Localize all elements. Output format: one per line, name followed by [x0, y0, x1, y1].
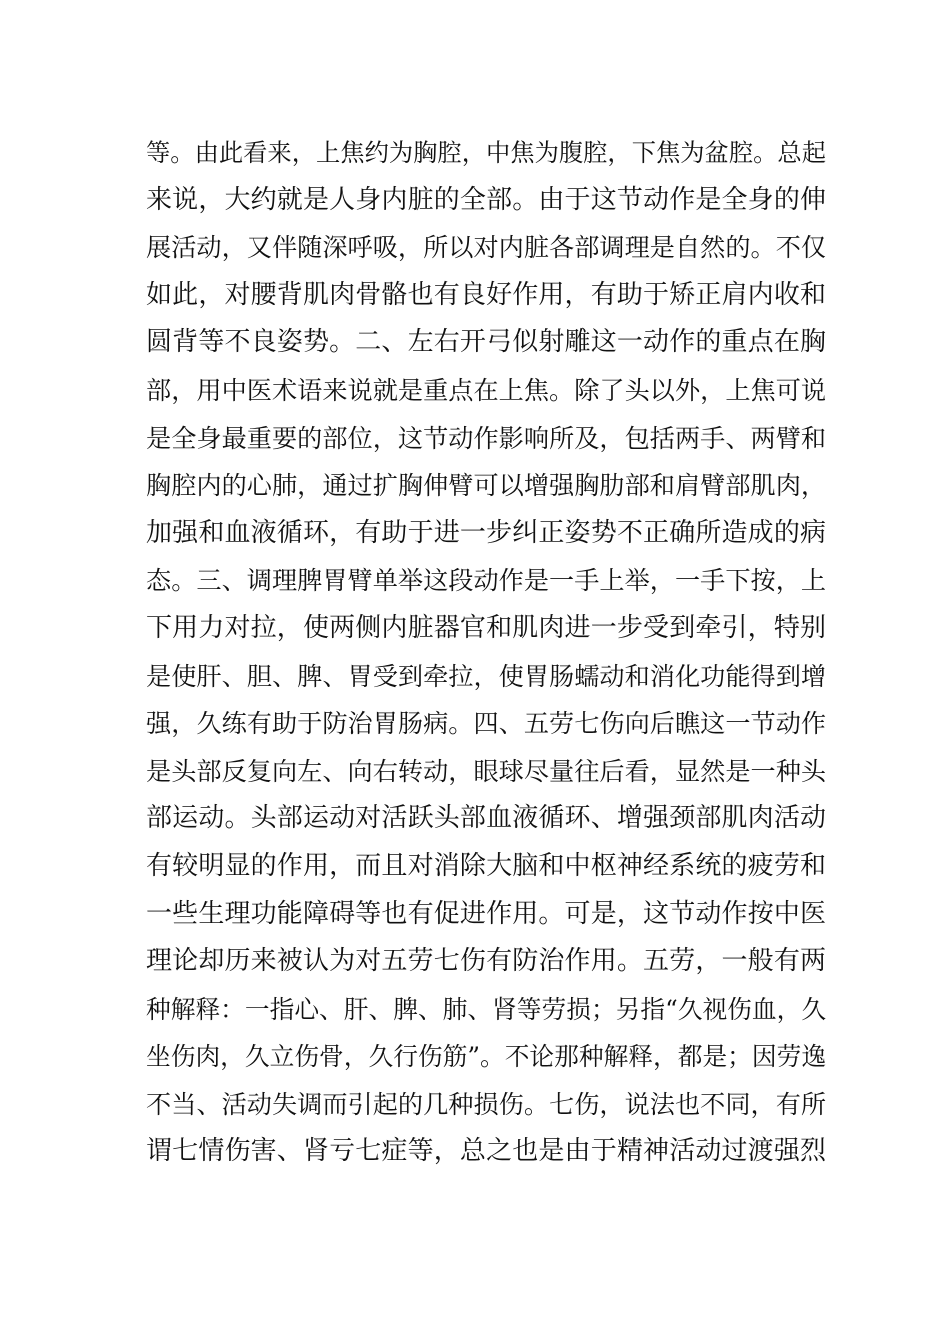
text-line: 种解释：一指心、肝、脾、肺、肾等劳损；另指“久视伤血，久: [146, 994, 827, 1024]
text-line: 谓七情伤害、肾亏七症等，总之也是由于精神活动过渡强烈: [146, 1136, 826, 1167]
text-line: 下用力对拉，使两侧内脏器官和肌肉进一步受到牵引，特别: [146, 612, 826, 643]
text-line: 是头部反复向左、向右转动，眼球尽量往后看，显然是一种头: [146, 756, 827, 786]
text-line: 胸腔内的心肺，通过扩胸伸臂可以增强胸肋部和肩臂部肌肉，: [146, 471, 827, 501]
text-line: 等。由此看来，上焦约为胸腔，中焦为腹腔，下焦为盆腔。总起: [146, 138, 826, 167]
text-line: 展活动，又伴随深呼吸，所以对内脏各部调理是自然的。不仅: [146, 233, 827, 263]
text-line: 不当、活动失调而引起的几种损伤。七伤，说法也不同，有所: [146, 1089, 827, 1119]
text-line: 强，久练有助于防治胃肠病。四、五劳七伤向后瞧这一节动作: [146, 709, 827, 739]
text-line: 部，用中医术语来说就是重点在上焦。除了头以外，上焦可说: [146, 375, 827, 405]
text-line: 加强和血液循环，有助于进一步纠正姿势不正确所造成的病: [146, 517, 826, 548]
text-line: 如此，对腰背肌肉骨骼也有良好作用，有助于矫正肩内收和: [146, 279, 826, 310]
text-line: 有较明显的作用，而且对消除大脑和中枢神经系统的疲劳和: [146, 850, 826, 881]
text-line: 态。三、调理脾胃臂单举这段动作是一手上举，一手下按，上: [146, 566, 827, 596]
text-line: 来说，大约就是人身内脏的全部。由于这节动作是全身的伸: [146, 184, 826, 215]
text-line: 是使肝、胆、脾、胃受到牵拉，使胃肠蠕动和消化功能得到增: [146, 661, 827, 691]
body-text: [146, 129, 826, 1176]
text-line: 理论却历来被认为对五劳七伤有防治作用。五劳，一般有两: [146, 946, 826, 977]
text-line: 圆背等不良姿势。二、左右开弓似射雕这一动作的重点在胸: [146, 327, 826, 358]
text-line: 是全身最重要的部位，这节动作影响所及，包括两手、两臂和: [146, 423, 827, 453]
text-line: 坐伤肉，久立伤骨，久行伤筋”。不论那种解释，都是；因劳逸: [146, 1042, 827, 1072]
text-line: 一些生理功能障碍等也有促进作用。可是，这节动作按中医: [146, 898, 826, 929]
text-line: 部运动。头部运动对活跃头部血液循环、增强颈部肌肉活动: [146, 803, 826, 834]
